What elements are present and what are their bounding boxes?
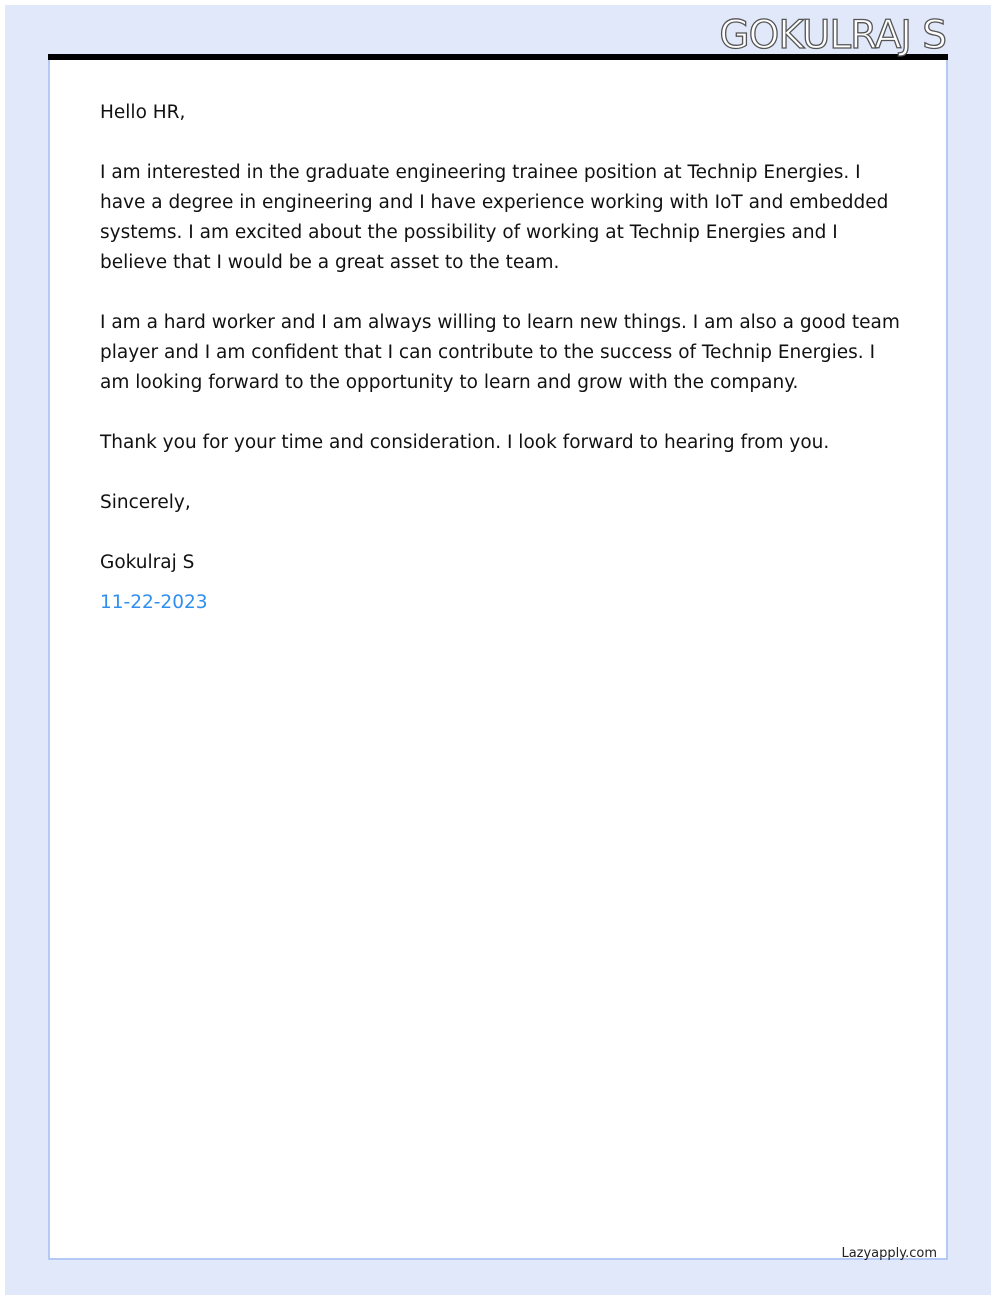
footer-brand: Lazyapply.com: [841, 1246, 937, 1261]
letter-date: 11-22-2023: [100, 592, 208, 613]
paragraph-3: Thank you for your time and consideration. I look forward to hearing from you.: [100, 432, 830, 453]
closing: Sincerely,: [100, 492, 191, 513]
signature: Gokulraj S: [100, 552, 195, 573]
paragraph-2: I am a hard worker and I am always willing to learn new things. I am also a good team player and I am confident that I can contribute to the success of Technip Energies. I am looking forward to the opportunity to learn and grow with the company.: [100, 312, 900, 393]
letter-body: [100, 98, 900, 648]
applicant-name-title: GOKULRAJ S: [719, 13, 946, 58]
greeting: Hello HR,: [100, 102, 186, 123]
paragraph-1: I am interested in the graduate engineering trainee position at Technip Energies. I have a degree in engineering and I have experience working with IoT and embedded systems. I am excited about the possibility of working at Technip Energies and I believe that I would be a great asset to the team.: [100, 162, 889, 273]
